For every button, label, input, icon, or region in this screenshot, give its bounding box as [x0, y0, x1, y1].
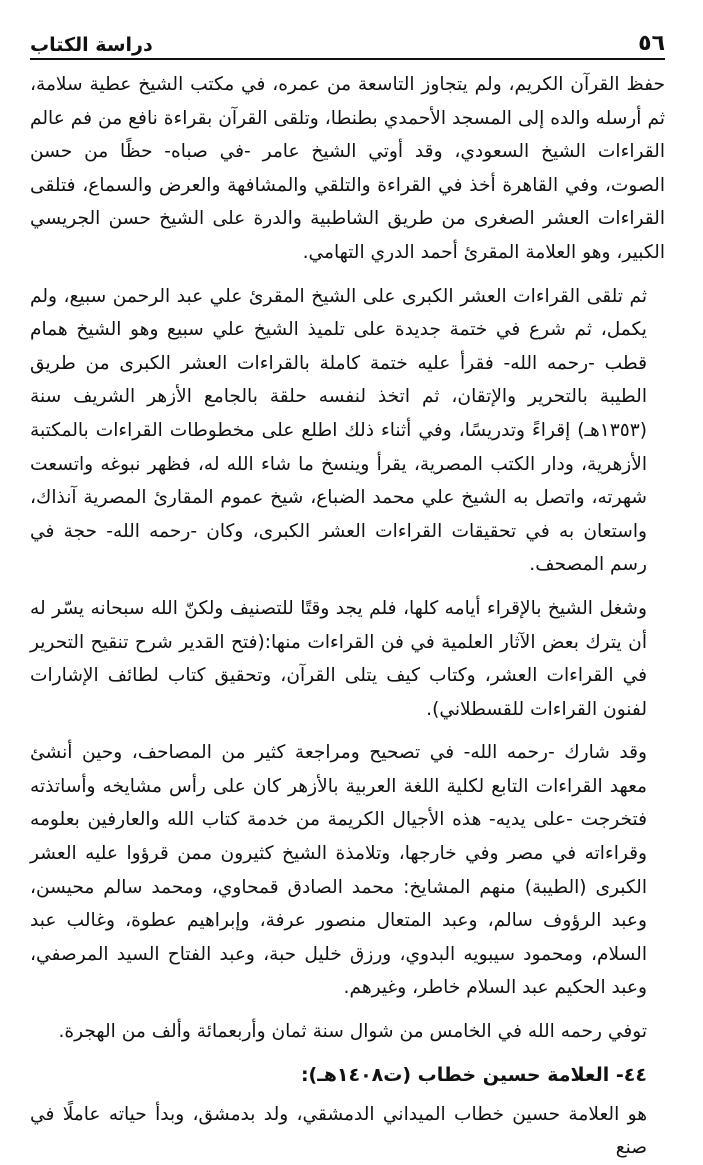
- paragraph-6: هو العلامة حسين خطاب الميداني الدمشقي، ولد بدمشق، وبدأ حياته عاملًا في صنع: [30, 1103, 647, 1159]
- paragraph-3: وشغل الشيخ بالإقراء أيامه كلها، فلم يجد وقتًا للتصنيف ولكنّ الله سبحانه يسّر له أن يترك بعض الآثار العلمية في فن القراءات منها:(فتح القدير شرح تنقيح التحرير في القراءات العشر، وكتاب كيف يتلى القرآن، وتحقيق كتاب لطائف الإشارات لفنون القراءات للقسطلاني).: [30, 597, 647, 720]
- page-header: [30, 30, 665, 60]
- page-body: [30, 68, 665, 1165]
- section-heading: ٤٤- العلامة حسين خطاب (ت١٤٠٨هـ):: [300, 1063, 647, 1086]
- paragraph-1: حفظ القرآن الكريم، ولم يتجاوز التاسعة من عمره، في مكتب الشيخ عطية سلامة، ثم أرسله والده إلى المسجد الأحمدي بطنطا، وتلقى القرآن بقراءة نافع من فم عالم القراءات الشيخ السعودي، وقد أوتي الشيخ عامر -في صباه- حظًا من حسن الصوت، وفي القاهرة أخذ في القراءة والتلقي والمشافهة والعرض والسماع، فتلقى القراءات العشر الصغرى من طريق الشاطبية والدرة على الشيخ حسن الجريسي الكبير، وهو العلامة المقرئ أحمد الدري التهامي.: [30, 74, 665, 263]
- paragraph-2: ثم تلقى القراءات العشر الكبرى على الشيخ المقرئ علي عبد الرحمن سبيع، ولم يكمل، ثم شرع في ختمة جديدة على تلميذ الشيخ علي سبيع وهو الشيخ همام قطب -رحمه الله- فقرأ عليه ختمة كاملة بالقراءات العشر الكبرى من طريق الطيبة بالتحرير والإتقان، ثم اتخذ لنفسه حلقة بالجامع الأزهر الشريف سنة (١٣٥٣هـ) إقراءً وتدريسًا، وفي أثناء ذلك اطلع على مخطوطات القراءات بالمكتبة الأزهرية، ودار الكتب المصرية، يقرأ وينسخ ما شاء الله له، فظهر نبوغه واتسعت شهرته، واتصل به الشيخ علي محمد الضباع، شيخ عموم المقارئ المصرية آنذاك، واستعان به في تحقيقات القراءات العشر الكبرى، وكان -رحمه الله- حجة في رسم المصحف.: [30, 285, 647, 576]
- paragraph-5: توفي رحمه الله في الخامس من شوال سنة ثمان وأربعمائة وألف من الهجرة.: [58, 1021, 647, 1043]
- page-number: ٥٦: [638, 31, 665, 56]
- paragraph-4: وقد شارك -رحمه الله- في تصحيح ومراجعة كثير من المصاحف، وحين أنشئ معهد القراءات التابع لكلية اللغة العربية بالأزهر كان على رأس مشايخه وأساتذته فتخرجت -على يديه- هذه الأجيال الكريمة من خدمة كتاب الله والعارفين بعلومه وقراءاته في مصر وفي خارجها، وتلامذة الشيخ كثيرون ممن قرؤوا عليه العشر الكبرى (الطيبة) منهم المشايخ: محمد الصادق قمحاوي، ومحمد سالم محيسن، وعبد الرؤوف سالم، وعبد المتعال منصور عرفة، وإبراهيم عطوة، وغالب عبد السلام، ومحمود سيبويه البدوي، ورزق خليل حبة، وعبد الفتاح السيد المرصفي، وعبد الحكيم عبد السلام خاطر، وغيرهم.: [30, 742, 647, 999]
- running-title: دراسة الكتاب: [30, 34, 153, 56]
